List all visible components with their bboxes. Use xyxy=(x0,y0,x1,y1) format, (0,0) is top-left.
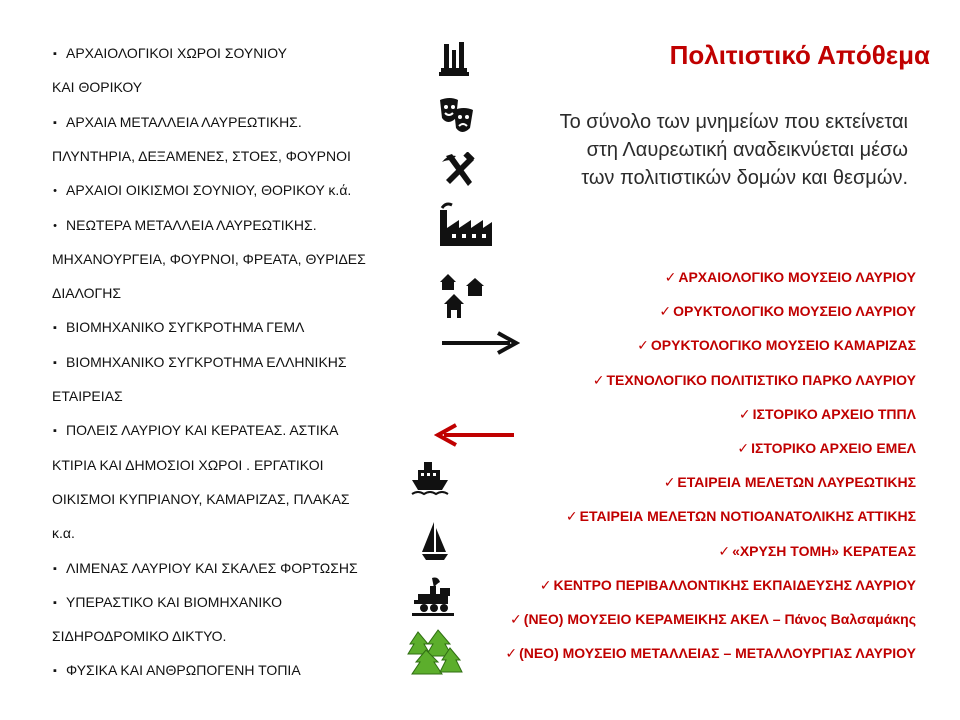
arrow-right-icon xyxy=(440,330,520,356)
institution-label: ΙΣΤΟΡΙΚΟ ΑΡΧΕΙΟ ΕΜΕΛ xyxy=(751,440,916,456)
left-list-text: ΝΕΩΤΕΡΑ ΜΕΤΑΛΛΕΙΑ ΛΑΥΡΕΩΤΙΚΗΣ. xyxy=(66,216,317,233)
institution-item xyxy=(396,507,916,525)
bullet-icon: • xyxy=(53,185,57,198)
left-list-text: κ.α. xyxy=(52,525,75,542)
institution-label: (ΝΕΟ) ΜΟΥΣΕΙΟ ΚΕΡΑΜΕΙΚΗΣ ΑΚΕΛ – Πάνος Βαλσαμάκης xyxy=(523,611,916,627)
check-icon: ✓ xyxy=(592,371,605,388)
left-list-line xyxy=(44,490,432,508)
left-list-line xyxy=(44,661,424,680)
institution-label: ΙΣΤΟΡΙΚΟ ΑΡΧΕΙΟ ΤΠΠΛ xyxy=(752,405,916,422)
hammer-pick-icon xyxy=(440,152,476,188)
bullet-icon: • xyxy=(53,219,57,232)
left-list-line xyxy=(44,78,432,96)
left-list-line xyxy=(44,421,424,440)
bullet-icon: ▪ xyxy=(53,665,57,678)
left-list-text: ΠΛΥΝΤΗΡΙΑ, ΔΕΞΑΜΕΝΕΣ, ΣΤΟΕΣ, ΦΟΥΡΝΟΙ xyxy=(52,147,351,164)
institution-item xyxy=(396,644,916,662)
check-icon: ✓ xyxy=(637,337,649,354)
left-list-text: ΕΤΑΙΡΕΙΑΣ xyxy=(52,388,123,404)
left-list-line xyxy=(44,216,424,235)
left-list-line xyxy=(44,113,424,132)
subtitle-line: στη Λαυρεωτική αναδεικνύεται μέσω xyxy=(586,139,908,161)
institution-item xyxy=(396,473,916,491)
left-list-line xyxy=(44,559,424,578)
left-list-line xyxy=(44,387,432,405)
check-icon: ✓ xyxy=(664,269,677,285)
check-icon: ✓ xyxy=(737,440,750,456)
institution-item xyxy=(396,371,916,389)
left-list-text: ΒΙΟΜΗΧΑΝΙΚΟ ΣΥΓΚΡΟΤΗΜΑ ΓΕΜΛ xyxy=(66,319,305,336)
left-list-text: ΔΙΑΛΟΓΗΣ xyxy=(52,285,122,302)
institution-label: ΤΕΧΝΟΛΟΓΙΚΟ ΠΟΛΙΤΙΣΤΙΚΟ ΠΑΡΚΟ ΛΑΥΡΙΟΥ xyxy=(606,371,916,388)
bullet-icon: ▪ xyxy=(53,562,57,575)
institution-item xyxy=(396,610,916,628)
institution-label: ΑΡΧΑΙΟΛΟΓΙΚΟ ΜΟΥΣΕΙΟ ΛΑΥΡΙΟΥ xyxy=(678,269,916,285)
left-list-line xyxy=(44,147,432,165)
left-list-line xyxy=(44,284,432,302)
subtitle-line: Το σύνολο των μνημείων που εκτείνεται xyxy=(559,111,908,133)
left-list-line xyxy=(44,318,424,337)
slide-title: Πολιτιστικό Απόθεμα xyxy=(669,40,930,70)
left-list-line xyxy=(44,44,424,63)
left-list-text: ΒΙΟΜΗΧΑΝΙΚΟ ΣΥΓΚΡΟΤΗΜΑ ΕΛΛΗΝΙΚΗΣ xyxy=(66,353,347,370)
institution-label: «ΧΡΥΣΗ ΤΟΜΗ» ΚΕΡΑΤΕΑΣ xyxy=(732,542,916,559)
left-list-text: ΛΙΜΕΝΑΣ ΛΑΥΡΙΟΥ ΚΑΙ ΣΚΑΛΕΣ ΦΟΡΤΩΣΗΣ xyxy=(66,559,358,576)
institution-label: ΚΕΝΤΡΟ ΠΕΡΙΒΑΛΛΟΝΤΙΚΗΣ ΕΚΠΑΙΔΕΥΣΗΣ ΛΑΥΡΙΟΥ xyxy=(553,576,916,593)
institution-item xyxy=(396,542,916,560)
left-list-line xyxy=(44,250,432,268)
left-list-text: ΑΡΧΑΙΟΙ ΟΙΚΙΣΜΟΙ ΣΟΥΝΙΟΥ, ΘΟΡΙΚΟΥ κ.ά. xyxy=(66,182,352,199)
left-list-line xyxy=(44,181,424,200)
theater-masks-icon xyxy=(436,96,476,138)
institution-label: ΟΡΥΚΤΟΛΟΓΙΚΟ ΜΟΥΣΕΙΟ ΛΑΥΡΙΟΥ xyxy=(673,303,916,320)
temple-icon xyxy=(438,40,470,76)
houses-icon xyxy=(438,270,488,322)
institution-item xyxy=(396,405,916,423)
check-icon: ✓ xyxy=(505,645,518,662)
left-list-line xyxy=(44,524,432,542)
left-list-text: ΣΙΔΗΡΟΔΡΟΜΙΚΟ ΔΙΚΤΥΟ. xyxy=(52,628,227,645)
check-icon: ✓ xyxy=(659,303,672,320)
institution-label: (ΝΕΟ) ΜΟΥΣΕΙΟ ΜΕΤΑΛΛΕΙΑΣ – ΜΕΤΑΛΛΟΥΡΓΙΑΣ ΛΑΥΡΙΟΥ xyxy=(519,645,916,662)
bullet-icon: ▪ xyxy=(53,425,57,438)
bullet-icon: ▪ xyxy=(53,322,57,335)
ship-icon xyxy=(410,458,450,496)
check-icon: ✓ xyxy=(565,508,578,525)
institution-label: ΕΤΑΙΡΕΙΑ ΜΕΛΕΤΩΝ ΝΟΤΙΟΑΝΑΤΟΛΙΚΗΣ ΑΤΤΙΚΗΣ xyxy=(579,508,916,525)
arrow-left-icon xyxy=(434,422,516,448)
check-icon: ✓ xyxy=(510,611,522,627)
slide-subtitle xyxy=(470,108,908,192)
institution-label: ΟΡΥΚΤΟΛΟΓΙΚΟ ΜΟΥΣΕΙΟ ΚΑΜΑΡΙΖΑΣ xyxy=(650,337,916,354)
left-list-text: ΑΡΧΑΙΟΛΟΓΙΚΟΙ ΧΩΡΟΙ ΣΟΥΝΙΟΥ xyxy=(66,45,288,61)
institution-item xyxy=(396,576,916,594)
left-list-text: ΑΡΧΑΙΑ ΜΕΤΑΛΛΕΙΑ ΛΑΥΡΕΩΤΙΚΗΣ. xyxy=(66,113,302,130)
left-list-line xyxy=(44,593,424,612)
train-icon xyxy=(412,576,454,616)
factory-icon xyxy=(436,200,494,248)
left-list-line xyxy=(44,627,432,645)
left-list-text: ΚΤΙΡΙΑ ΚΑΙ ΔΗΜΟΣΙΟΙ ΧΩΡΟΙ . ΕΡΓΑΤΙΚΟΙ xyxy=(52,456,324,473)
bullet-icon: ▪ xyxy=(53,596,57,609)
left-list-text: ΦΥΣΙΚΑ ΚΑΙ ΑΝΘΡΩΠΟΓΕΝΗ ΤΟΠΙΑ xyxy=(66,662,301,679)
institution-label: ΕΤΑΙΡΕΙΑ ΜΕΛΕΤΩΝ ΛΑΥΡΕΩΤΙΚΗΣ xyxy=(677,474,916,491)
trees-icon xyxy=(406,628,464,676)
check-icon: ✓ xyxy=(663,474,676,491)
sailboat-icon xyxy=(420,520,450,564)
check-icon: ✓ xyxy=(718,542,731,559)
bullet-icon: ▪ xyxy=(53,356,57,369)
bullet-icon: ▪ xyxy=(53,48,57,60)
left-list-text: ΟΙΚΙΣΜΟΙ ΚΥΠΡΙΑΝΟΥ, ΚΑΜΑΡΙΖΑΣ, ΠΛΑΚΑΣ xyxy=(52,490,350,507)
bullet-icon: ▪ xyxy=(53,116,57,129)
check-icon: ✓ xyxy=(738,405,751,422)
left-list-text: ΥΠΕΡΑΣΤΙΚΟ ΚΑΙ ΒΙΟΜΗΧΑΝΙΚΟ xyxy=(66,593,283,610)
left-list-text: ΠΟΛΕΙΣ ΛΑΥΡΙΟΥ ΚΑΙ ΚΕΡΑΤΕΑΣ. ΑΣΤΙΚΑ xyxy=(66,422,339,439)
left-list-text: ΜΗΧΑΝΟΥΡΓΕΙΑ, ΦΟΥΡΝΟΙ, ΦΡΕΑΤΑ, ΘΥΡΙΔΕΣ xyxy=(52,250,366,267)
check-icon: ✓ xyxy=(539,576,552,593)
left-list-line xyxy=(44,353,424,372)
left-list-line xyxy=(44,456,432,474)
left-list-text: ΚΑΙ ΘΟΡΙΚΟΥ xyxy=(52,79,143,96)
subtitle-line: των πολιτιστικών δομών και θεσμών. xyxy=(581,167,908,189)
